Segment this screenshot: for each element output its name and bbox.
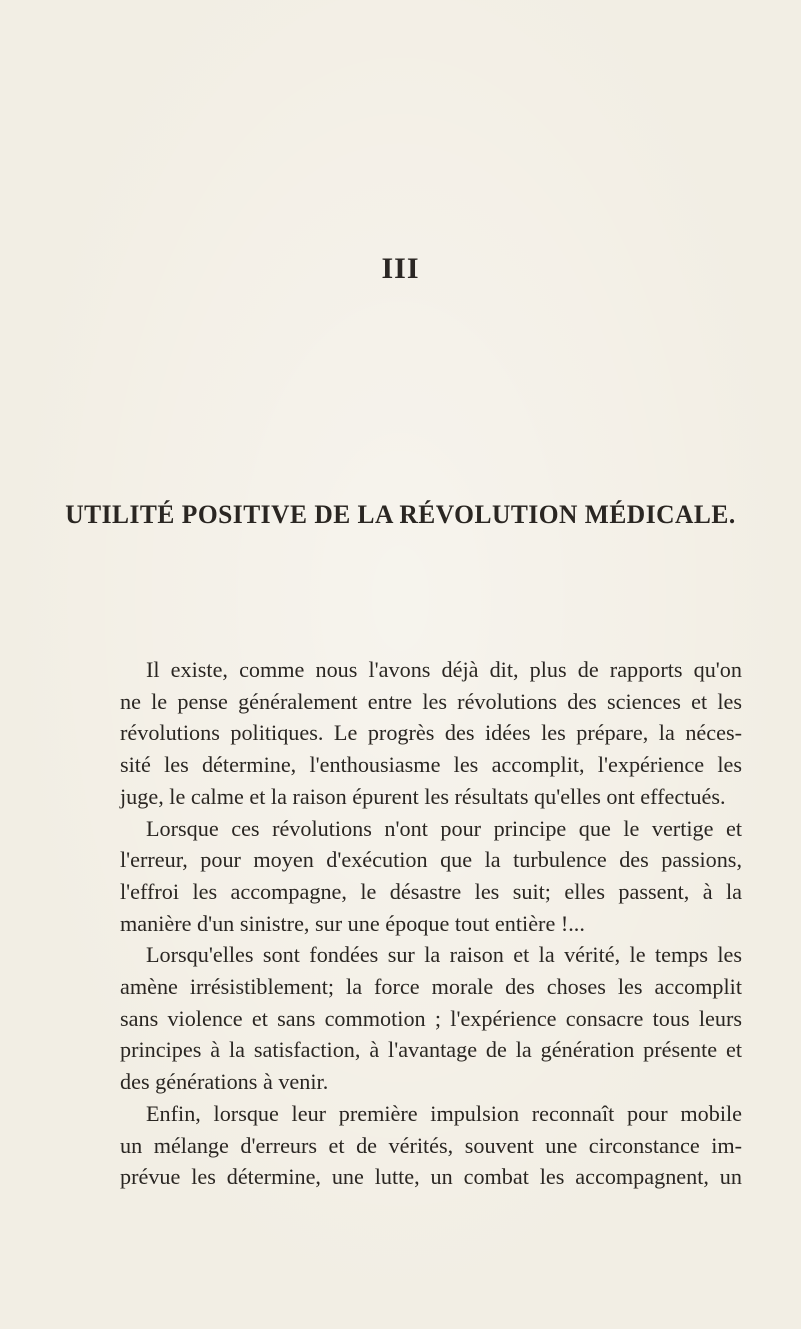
text-line: sans violence et sans commotion ; l'expérience consacre tous leurs <box>120 1005 742 1031</box>
text-line: révolutions politiques. Le progrès des idées les prépare, la néces- <box>120 720 742 746</box>
text-line: manière d'un sinistre, sur une époque tout entière !... <box>120 910 585 936</box>
text-line: ne le pense généralement entre les révolutions des sciences et les <box>120 688 742 714</box>
text-line: l'erreur, pour moyen d'exécution que la turbulence des passions, <box>120 847 742 873</box>
text-line: sité les détermine, l'enthousiasme les accomplit, l'expérience les <box>120 752 742 778</box>
text-line: Enfin, lorsque leur première impulsion reconnaît pour mobile <box>146 1100 742 1126</box>
text-line: Lorsque ces révolutions n'ont pour principe que le vertige et <box>146 815 742 841</box>
text-line: juge, le calme et la raison épurent les résultats qu'elles ont effectués. <box>120 783 726 809</box>
text-line: Lorsqu'elles sont fondées sur la raison et la vérité, le temps les <box>146 942 742 968</box>
text-line: principes à la satisfaction, à l'avantage de la génération présente et <box>120 1037 742 1063</box>
body-text <box>120 654 742 1193</box>
chapter-title: UTILITÉ POSITIVE DE LA RÉVOLUTION MÉDICALE. <box>65 500 736 529</box>
text-line: amène irrésistiblement; la force morale des choses les accomplit <box>120 974 742 1000</box>
text-line: des générations à venir. <box>120 1069 329 1095</box>
text-line: l'effroi les accompagne, le désastre les suit; elles passent, à la <box>120 878 742 904</box>
chapter-number: III <box>381 252 420 285</box>
text-line: Il existe, comme nous l'avons déjà dit, plus de rapports qu'on <box>146 657 742 682</box>
text-line: un mélange d'erreurs et de vérités, souvent une circonstance im- <box>120 1132 742 1158</box>
text-line: prévue les détermine, une lutte, un combat les accompagnent, un <box>120 1164 742 1190</box>
